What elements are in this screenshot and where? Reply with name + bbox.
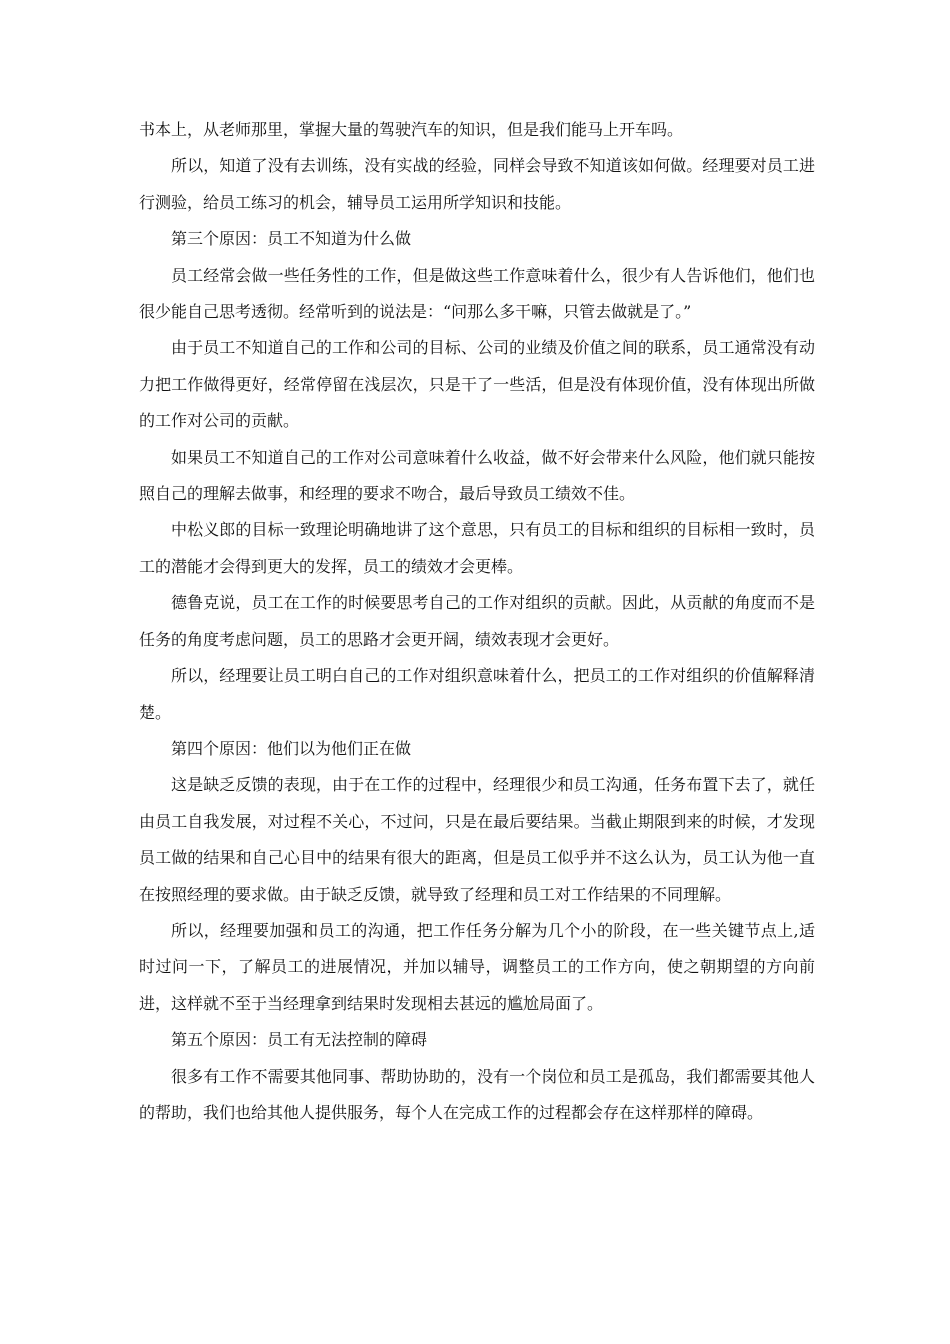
paragraph-continuation: 书本上，从老师那里，掌握大量的驾驶汽车的知识，但是我们能马上开车吗。 — [139, 120, 684, 139]
paragraph: 所以，经理要让员工明白自己的工作对组织意味着什么，把员工的工作对组织的价值解释清楚。 — [139, 666, 815, 722]
section-heading-reason-4: 第四个原因：他们以为他们正在做 — [171, 738, 412, 758]
document-body — [139, 112, 815, 1131]
section-heading-reason-3: 第三个原因：员工不知道为什么做 — [171, 229, 412, 249]
paragraph: 所以，知道了没有去训练，没有实战的经验，同样会导致不知道该如何做。经理要对员工进行测验，给员工练习的机会，辅导员工运用所学知识和技能。 — [139, 156, 815, 212]
paragraph: 由于员工不知道自己的工作和公司的目标、公司的业绩及价值之间的联系，员工通常没有动力把工作做得更好，经常停留在浅层次，只是干了一些活，但是没有体现价值，没有体现出所做的工作对公司的贡献。 — [139, 338, 815, 431]
paragraph: 很多有工作不需要其他同事、帮助协助的，没有一个岗位和员工是孤岛，我们都需要其他人的帮助，我们也给其他人提供服务，每个人在完成工作的过程都会存在这样那样的障碍。 — [139, 1066, 815, 1122]
paragraph: 所以，经理要加强和员工的沟通，把工作任务分解为几个小的阶段，在一些关键节点上,适时过问一下，了解员工的进展情况，并加以辅导，调整员工的工作方向，使之朝期望的方向前进，这样就不至于当经理拿到结果时发现相去甚远的尴尬局面了。 — [139, 920, 815, 1013]
section-heading-reason-5: 第五个原因：员工有无法控制的障碍 — [171, 1030, 428, 1050]
paragraph: 员工经常会做一些任务性的工作，但是做这些工作意味着什么，很少有人告诉他们，他们也很少能自己思考透彻。经常听到的说法是：“问那么多干嘛，只管去做就是了。” — [139, 265, 815, 322]
paragraph: 德鲁克说，员工在工作的时候要思考自己的工作对组织的贡献。因此，从贡献的角度而不是任务的角度考虑问题，员工的思路才会更开阔，绩效表现才会更好。 — [139, 593, 815, 649]
paragraph: 中松义郎的目标一致理论明确地讲了这个意思，只有员工的目标和组织的目标相一致时，员工的潜能才会得到更大的发挥，员工的绩效才会更棒。 — [139, 520, 815, 576]
paragraph: 如果员工不知道自己的工作对公司意味着什么收益，做不好会带来什么风险，他们就只能按照自己的理解去做事，和经理的要求不吻合，最后导致员工绩效不佳。 — [139, 447, 815, 504]
paragraph: 这是缺乏反馈的表现，由于在工作的过程中，经理很少和员工沟通，任务布置下去了，就任由员工自我发展，对过程不关心，不过问，只是在最后要结果。当截止期限到来的时候，才发现员工做的结果和自己心目中的结果有很大的距离，但是员工似乎并不这么认为，员工认为他一直在按照经理的要求做。由于缺乏反馈，就导致了经理和员工对工作结果的不同理解。 — [139, 775, 815, 904]
